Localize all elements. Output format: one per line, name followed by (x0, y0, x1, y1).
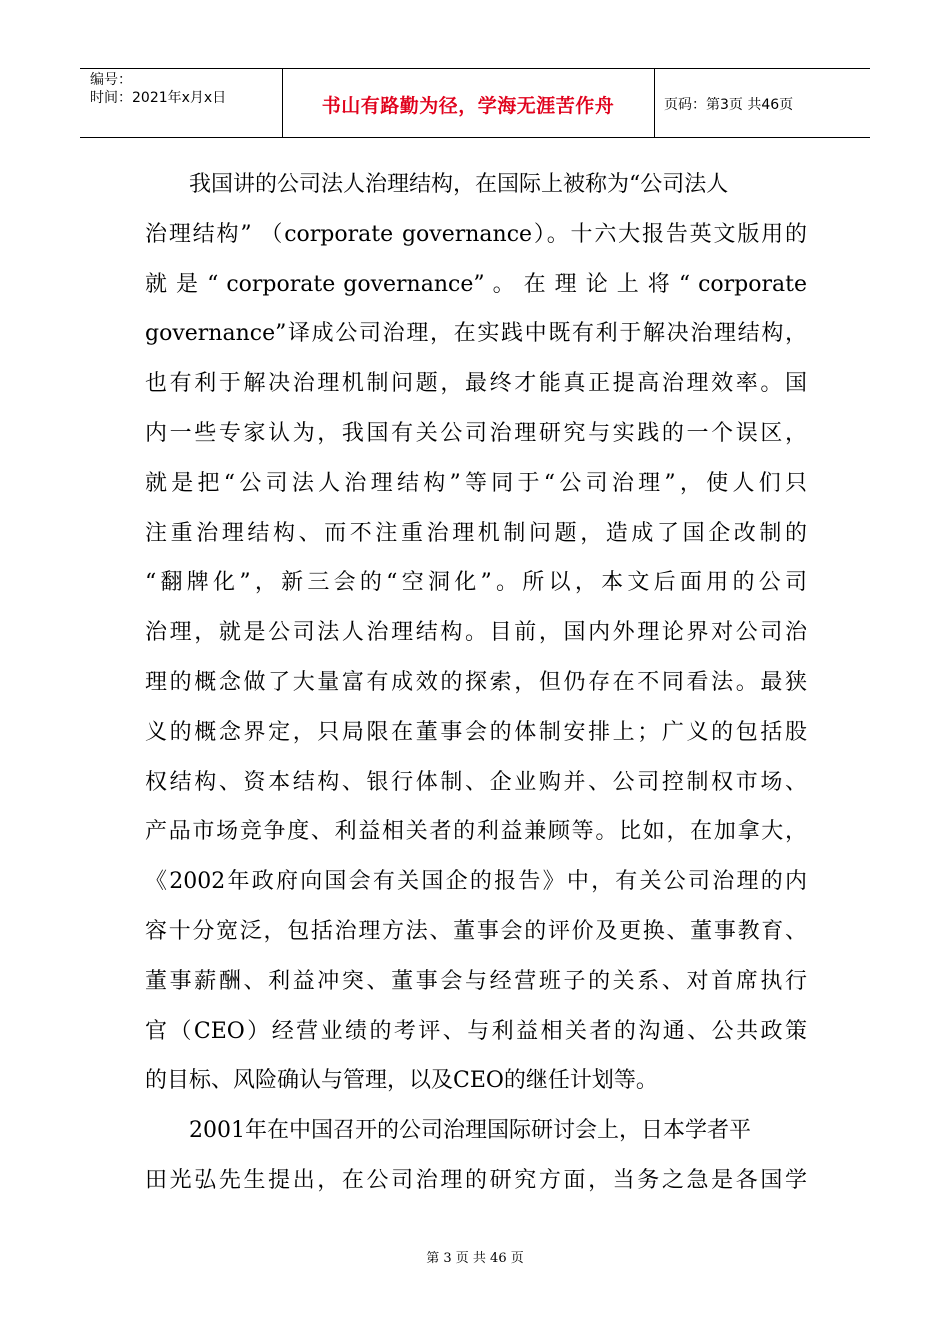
document-body (145, 160, 807, 1206)
text-line: 注重治理结构、而不注重治理机制问题，造成了国企改制的 (145, 520, 807, 546)
header-divider (654, 69, 655, 137)
header-motto: 书山有路勤为径，学海无涯苦作舟 (321, 95, 615, 117)
text-line: 我国讲的公司法人治理结构，在国际上被称为“公司法人 (189, 172, 729, 197)
text-line: 治理结构” （corporate governance）。十六大报告英文版用的 (145, 221, 807, 247)
text-line: 董事薪酬、利益冲突、董事会与经营班子的关系、对首席执行 (145, 968, 807, 994)
text-line: 内一些专家认为，我国有关公司治理研究与实践的一个误区， (145, 420, 807, 446)
header-table (80, 68, 870, 138)
text-line: 2001年在中国召开的公司治理国际研讨会上，日本学者平 (189, 1118, 751, 1144)
text-line: 就是把“公司法人治理结构”等同于“公司治理”，使人们只 (145, 470, 807, 496)
serial-label: 编号： (90, 72, 132, 88)
text-line: 官（CEO）经营业绩的考评、与利益相关者的沟通、公共政策 (145, 1018, 807, 1044)
text-line: 治理，就是公司法人治理结构。目前，国内外理论界对公司治 (145, 620, 807, 646)
text-line: 《2002年政府向国会有关国企的报告》中，有关公司治理的内 (145, 869, 807, 895)
text-line: 的目标、风险确认与管理，以及CEO的继任计划等。 (145, 1068, 658, 1094)
text-line: 就 是 “ corporate governance” 。 在 理 论 上 将 “ corporate (145, 271, 807, 297)
header-meta (90, 71, 280, 107)
text-line: 理的概念做了大量富有成效的探索，但仍存在不同看法。最狭 (145, 669, 807, 695)
text-line: 容十分宽泛，包括治理方法、董事会的评价及更换、董事教育、 (145, 918, 807, 944)
text-line: 权结构、资本结构、银行体制、企业购并、公司控制权市场、 (145, 769, 807, 795)
header-page-info: 页码：第3页 共46页 (664, 97, 794, 113)
date-label: 时间：2021年x月x日 (90, 90, 227, 106)
page-footer: 第 3 页 共 46 页 (426, 1251, 524, 1266)
text-line: governance”译成公司治理，在实践中既有利于解决治理结构， (145, 321, 807, 347)
text-line: 田光弘先生提出，在公司治理的研究方面，当务之急是各国学 (145, 1167, 807, 1193)
text-line: 也有利于解决治理机制问题，最终才能真正提高治理效率。国 (145, 371, 807, 397)
text-line: 产品市场竞争度、利益相关者的利益兼顾等。比如，在加拿大， (145, 819, 807, 845)
text-line: “翻牌化”，新三会的“空洞化”。所以，本文后面用的公司 (145, 570, 807, 596)
text-line: 义的概念界定，只局限在董事会的体制安排上；广义的包括股 (145, 719, 807, 745)
